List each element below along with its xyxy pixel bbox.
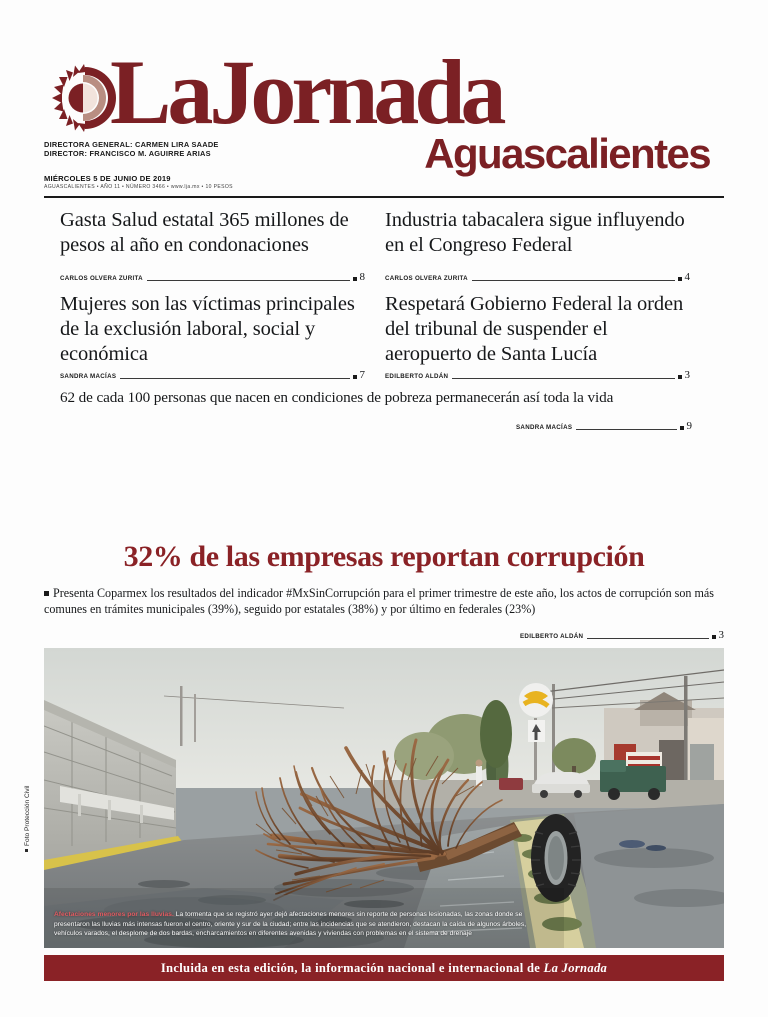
sun-gear-emblem-icon [52,64,118,132]
byline-page-number: 3 [684,369,690,381]
lead-summary-text: Presenta Coparmex los resultados del indicador #MxSinCorrupción para el primer trimestre de este año, los actos de corrupción son más comunes en trámites municipales (39%), seguido por estatales (38%) y por último en federales (23%) [44,586,714,617]
byline-square-icon [678,277,682,281]
photo-illustration [44,648,724,948]
director-line: DIRECTOR: FRANCISCO M. AGUIRRE ARIAS [44,149,211,159]
lead-headline[interactable]: 32% de las empresas reportan corrupción [123,540,645,573]
byline-author: CARLOS OLVERA ZURITA [385,275,468,282]
byline-author: SANDRA MACÍAS [516,424,573,431]
byline-page-number: 9 [686,420,692,432]
photo-credit [24,785,31,852]
masthead-edition-name: Aguascalientes [424,130,710,177]
credit-square-icon [25,849,28,852]
headline-text: Mujeres son las víctimas principales de la exclusión laboral, social y económica [60,293,355,365]
byline-rule [576,429,676,430]
masthead-wordmark [110,41,502,143]
byline-square-icon [712,635,716,639]
headline-item-mujeres-exclusion[interactable] [60,292,365,381]
byline [385,370,690,381]
masthead-title-la: La [110,41,210,143]
bullet-square-icon [44,591,49,596]
masthead-title-jornada: Jornada [209,41,502,143]
byline [516,421,692,432]
byline-author: CARLOS OLVERA ZURITA [60,275,143,282]
byline-square-icon [680,426,684,430]
headline-text: 62 de cada 100 personas que nacen en condiciones de pobreza permanecerán así toda la vida [60,389,614,406]
lead-summary [44,585,724,618]
byline [385,272,690,283]
headline-item-salud-condonaciones[interactable] [60,208,365,283]
headline-text: Respetará Gobierno Federal la orden del tribunal de suspender el aeropuerto de Santa Lucía [385,293,684,365]
byline-rule [587,638,708,639]
byline-author: SANDRA MACÍAS [60,373,117,380]
byline-author: EDILBERTO ALDÁN [385,373,449,380]
byline-rule [472,280,675,281]
photo-caption-body: La tormenta que se registró ayer dejó afectaciones menores sin reporte de personas lesionadas, las zonas donde se presentaron las lluvias más intensas fueron el centro, oriente y sur de la ciudad; entre las incidencias que se atendieron, destacan la caída de algunos árboles, vehículos varados, el desplome de dos bardas, encharcamientos en diferentes avenidas y viviendas con problemas en el sistema de drenaje [54,911,527,938]
bottom-banner [44,955,724,981]
byline-square-icon [353,277,357,281]
byline-rule [120,378,349,379]
banner-text [161,961,607,976]
headline-item-pobreza[interactable] [60,388,692,432]
byline-page-number: 3 [718,629,724,641]
masthead [0,0,768,196]
masthead-divider [44,196,724,198]
byline-page-number: 4 [684,271,690,283]
lead-photo [44,648,724,948]
headline-text: Industria tabacalera sigue influyendo en el Congreso Federal [385,209,685,256]
photo-caption [54,910,554,939]
byline-square-icon [678,375,682,379]
headline-item-industria-tabacalera[interactable] [385,208,690,283]
byline-rule [147,280,350,281]
byline-page-number: 7 [359,369,365,381]
banner-brand: La Jornada [543,960,608,975]
byline-square-icon [353,375,357,379]
byline-page-number: 8 [359,271,365,283]
headline-text: Gasta Salud estatal 365 millones de pesos al año en condonaciones [60,209,349,256]
byline [60,272,365,283]
byline-author: EDILBERTO ALDÁN [520,633,584,640]
banner-text-main: Incluida en esta edición, la información nacional e internacional de [160,960,544,975]
byline [60,370,365,381]
director-general-line: DIRECTORA GENERAL: CARMEN LIRA SAADE [44,140,219,149]
photo-caption-lead: Afectaciones menores por las lluvias. [54,911,174,919]
headline-item-santa-lucia[interactable] [385,292,690,381]
masthead-credits [44,140,219,159]
photo-credit-text: Foto Protección Civil [24,785,31,846]
lead-byline [520,630,724,641]
byline-rule [452,378,674,379]
issue-meta: AGUASCALIENTES • AÑO 11 • NÚMERO 3466 • www.lja.mx • 10 PESOS [44,184,233,190]
issue-date: MIÉRCOLES 5 DE JUNIO DE 2019 [44,174,171,183]
